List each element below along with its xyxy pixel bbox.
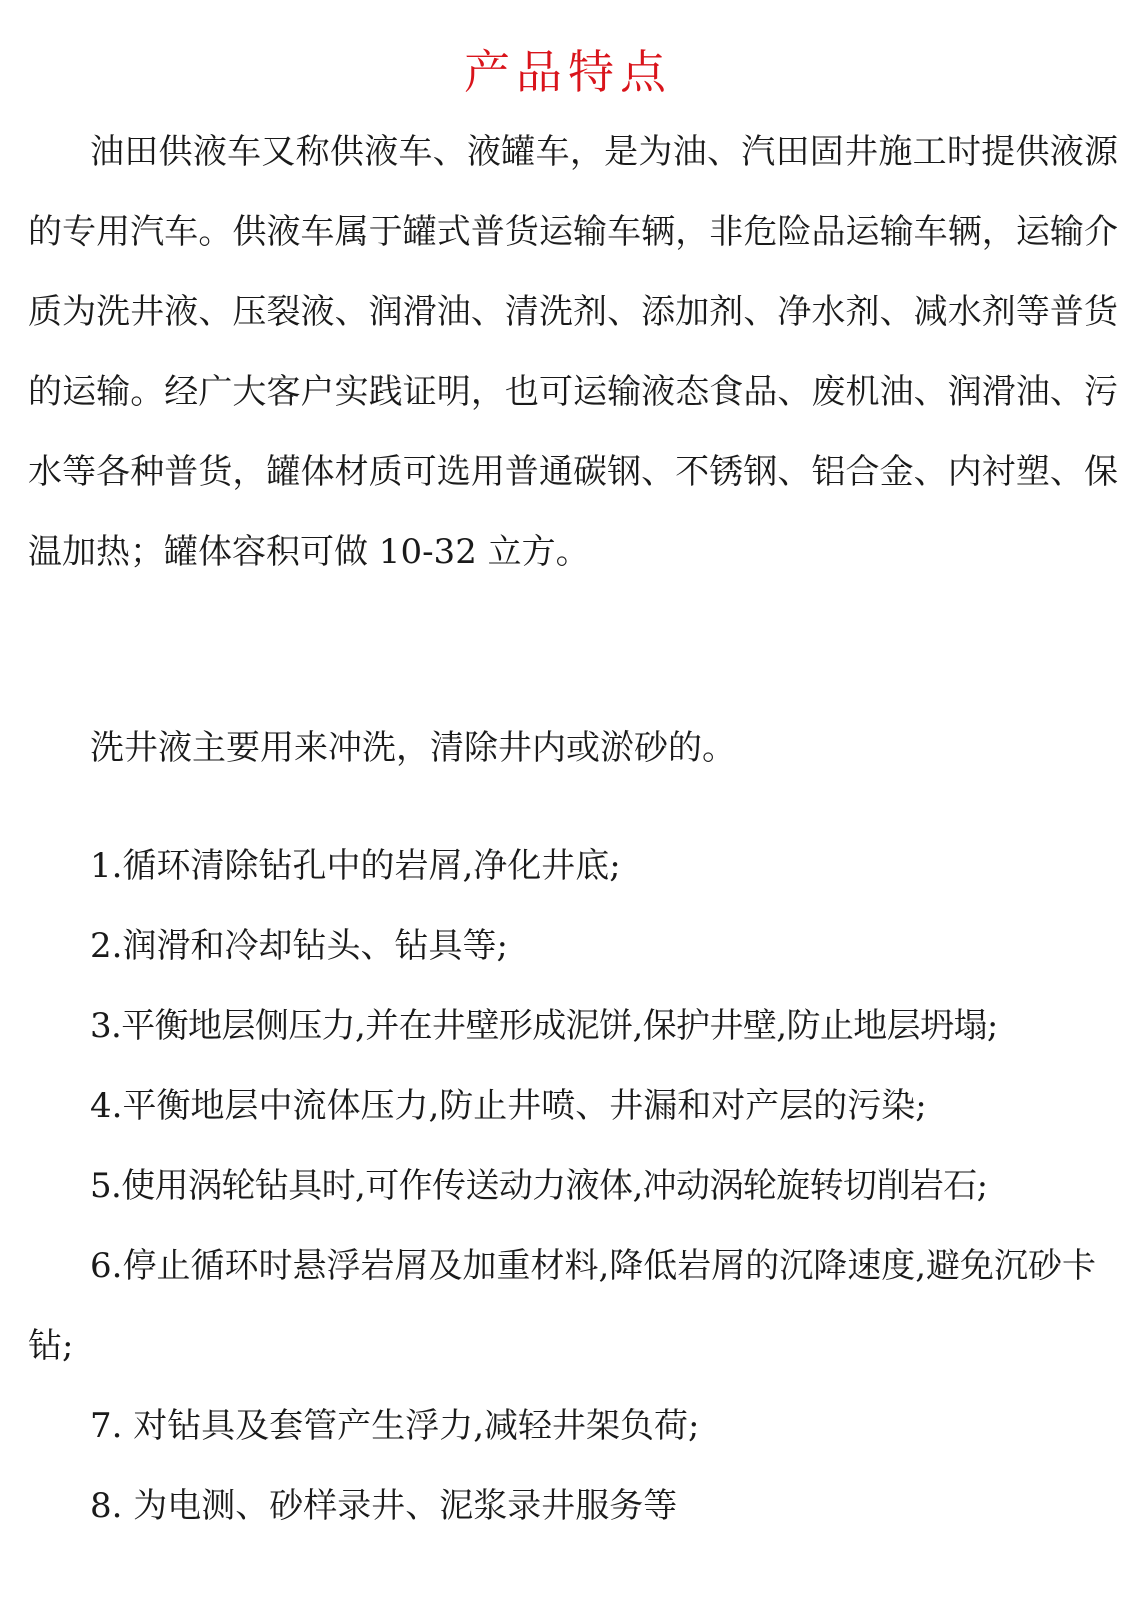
list-item: 6.停止循环时悬浮岩屑及加重材料,降低岩屑的沉降速度,避免沉砂卡钻; [28,1246,1097,1366]
list-item: 5.使用涡轮钻具时,可作传送动力液体,冲动涡轮旋转切削岩石; [90,1166,988,1206]
list-item: 4.平衡地层中流体压力,防止井喷、井漏和对产层的污染; [90,1086,927,1126]
list-item: 3.平衡地层侧压力,并在井壁形成泥饼,保护井壁,防止地层坍塌; [90,1006,998,1046]
list-item: 7. 对钻具及套管产生浮力,减轻井架负荷; [90,1406,700,1446]
intro-paragraph: 油田供液车又称供液车、液罐车，是为油、汽田固井施工时提供液源的专用汽车。供液车属于罐式普货运输车辆，非危险品运输车辆，运输介质为洗井液、压裂液、润滑油、清洗剂、添加剂、净水剂、减水剂等普货的运输。经广大客户实践证明，也可运输液态食品、废机油、润滑油、污水等各种普货，罐体材质可选用普通碳钢、不锈钢、铝合金、内衬塑、保温加热；罐体容积可做 10-32 立方。 [28,132,1118,572]
list-item: 8. 为电测、砂样录井、泥浆录井服务等 [90,1486,678,1526]
list-item: 2.润滑和冷却钻头、钻具等; [90,926,508,966]
functions-list [28,826,1118,1546]
page-title: 产品特点 [464,45,672,99]
purpose-paragraph: 洗井液主要用来冲洗，清除井内或淤砂的。 [90,728,736,768]
list-item: 1.循环清除钻孔中的岩屑,净化井底; [90,846,621,886]
